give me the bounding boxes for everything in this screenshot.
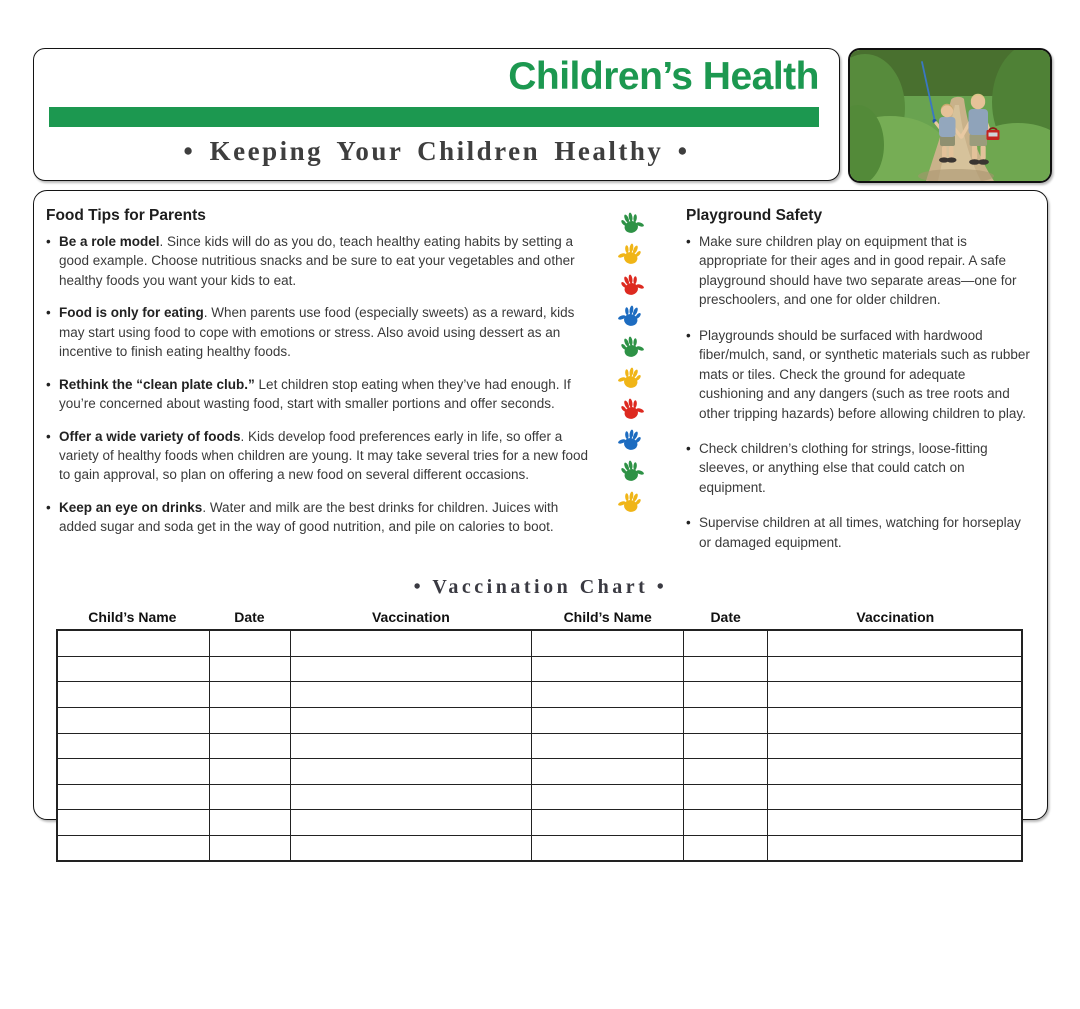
- food-tips-list: [46, 232, 598, 537]
- playground-safety-item: • Check children’s clothing for strings, loose-fitting sleeves, or anything else that could catch on equipment.: [686, 439, 1031, 497]
- vaccination-cell[interactable]: [291, 656, 532, 682]
- playground-safety-item: • Supervise children at all times, watching for horseplay or damaged equipment.: [686, 513, 1031, 552]
- vaccination-cell[interactable]: [209, 759, 290, 785]
- vaccination-cell[interactable]: [57, 810, 209, 836]
- vaccination-cell[interactable]: [57, 784, 209, 810]
- vaccination-cell[interactable]: [532, 630, 684, 656]
- playground-safety-item: • Playgrounds should be surfaced with hardwood fiber/mulch, sand, or synthetic materials such as rubber mats or tiles. Check the ground for adequate cushioning and any dangers (such as tree roots and other tripping hazards) before allowing children to play.: [686, 326, 1031, 423]
- vaccination-cell[interactable]: [209, 630, 290, 656]
- vaccination-cell[interactable]: [291, 835, 532, 861]
- vaccination-table-area: [56, 609, 1023, 862]
- vaccination-cell[interactable]: [209, 835, 290, 861]
- vaccination-cell[interactable]: [767, 733, 1022, 759]
- table-row: [57, 810, 1022, 836]
- vaccination-cell[interactable]: [291, 810, 532, 836]
- vaccination-cell[interactable]: [209, 656, 290, 682]
- content-panel: [33, 190, 1048, 820]
- vaccination-cell[interactable]: [57, 733, 209, 759]
- vaccination-cell[interactable]: [532, 707, 684, 733]
- handprints-column: [598, 207, 664, 568]
- handprint-yellow-icon: [613, 485, 648, 519]
- vaccination-cell[interactable]: [209, 784, 290, 810]
- vaccination-chart-title: • Vaccination Chart •: [413, 576, 668, 599]
- vaccination-cell[interactable]: [57, 707, 209, 733]
- vaccination-cell[interactable]: [683, 784, 767, 810]
- food-tip-item: • Rethink the “clean plate club.” Let children stop eating when they’ve had enough. If you’re concerned about wasting food, start with smaller portions and offer seconds.: [46, 375, 598, 414]
- handprint-blue-icon: [613, 299, 648, 333]
- vaccination-cell[interactable]: [209, 810, 290, 836]
- photo-children-walking: [848, 48, 1052, 183]
- vaccination-cell[interactable]: [291, 682, 532, 708]
- vaccination-cell[interactable]: [57, 630, 209, 656]
- food-tip-item: • Be a role model. Since kids will do as you do, teach healthy eating habits by setting a good example. Choose nutritious snacks and be sure to eat your vegetables and other healthy foods you want your kids to eat.: [46, 232, 598, 290]
- handprint-red-icon: [613, 268, 648, 302]
- table-row: [57, 656, 1022, 682]
- food-tip-item: • Offer a wide variety of foods. Kids develop food preferences early in life, so offer a variety of healthy foods when children are young. It may take several tries for a new food to gain approval, so plan on offering a new food on several different occasions.: [46, 427, 598, 485]
- handprint-yellow-icon: [613, 237, 648, 271]
- vaccination-cell[interactable]: [683, 810, 767, 836]
- vaccination-cell[interactable]: [57, 835, 209, 861]
- handprint-yellow-icon: [613, 361, 648, 395]
- table-row: [57, 784, 1022, 810]
- vaccination-table-headers: [56, 609, 1023, 625]
- vaccination-cell[interactable]: [683, 707, 767, 733]
- vaccination-cell[interactable]: [767, 630, 1022, 656]
- vaccination-cell[interactable]: [767, 707, 1022, 733]
- vaccination-cell[interactable]: [532, 656, 684, 682]
- food-tip-item: • Keep an eye on drinks. Water and milk are the best drinks for children. Juices with added sugar and soda get in the way of good nutrition, and pile on calories to boot.: [46, 498, 598, 537]
- vaccination-cell[interactable]: [683, 682, 767, 708]
- food-tips-heading: Food Tips for Parents: [46, 207, 206, 224]
- page-title: Children’s Health: [508, 55, 819, 98]
- vaccination-cell[interactable]: [291, 733, 532, 759]
- playground-safety-heading: Playground Safety: [686, 207, 823, 224]
- children-photo-illustration: [850, 50, 1050, 181]
- vaccination-cell[interactable]: [767, 656, 1022, 682]
- vaccination-cell[interactable]: [767, 682, 1022, 708]
- vaccination-column-header: Date: [710, 609, 741, 626]
- vaccination-column-header: Date: [234, 609, 265, 626]
- food-tip-item: • Food is only for eating. When parents use food (especially sweets) as a reward, kids may start using food to cope with emotions or stress. Also avoid using dessert as an incentive to finish eating healthy foods.: [46, 303, 598, 361]
- handprint-green-icon: [613, 454, 648, 488]
- vaccination-cell[interactable]: [291, 707, 532, 733]
- vaccination-cell[interactable]: [683, 656, 767, 682]
- handprint-green-icon: [613, 206, 648, 240]
- two-column-area: [34, 207, 1047, 568]
- vaccination-cell[interactable]: [532, 784, 684, 810]
- handprint-red-icon: [613, 392, 648, 426]
- vaccination-column-header: Child’s Name: [88, 609, 177, 626]
- table-row: [57, 759, 1022, 785]
- handprint-green-icon: [613, 330, 648, 364]
- table-row: [57, 835, 1022, 861]
- vaccination-cell[interactable]: [532, 835, 684, 861]
- vaccination-cell[interactable]: [532, 733, 684, 759]
- table-row: [57, 682, 1022, 708]
- vaccination-cell[interactable]: [209, 682, 290, 708]
- vaccination-cell[interactable]: [767, 835, 1022, 861]
- vaccination-cell[interactable]: [57, 759, 209, 785]
- vaccination-cell[interactable]: [291, 784, 532, 810]
- vaccination-cell[interactable]: [767, 810, 1022, 836]
- vaccination-cell[interactable]: [209, 733, 290, 759]
- vaccination-cell[interactable]: [57, 656, 209, 682]
- playground-safety-item: • Make sure children play on equipment that is appropriate for their ages and in good repair. A safe playground should have two separate areas—one for preschoolers, and one for older children.: [686, 232, 1031, 310]
- table-row: [57, 707, 1022, 733]
- vaccination-column-header: Child’s Name: [563, 609, 652, 626]
- vaccination-table: [56, 629, 1023, 862]
- section-food-tips: [46, 207, 598, 568]
- vaccination-cell[interactable]: [57, 682, 209, 708]
- playground-safety-list: [686, 232, 1031, 552]
- handprint-blue-icon: [613, 423, 648, 457]
- vaccination-cell[interactable]: [209, 707, 290, 733]
- table-row: [57, 630, 1022, 656]
- vaccination-cell[interactable]: [767, 784, 1022, 810]
- vaccination-column-header: Vaccination: [856, 609, 935, 626]
- vaccination-cell[interactable]: [532, 682, 684, 708]
- page-subtitle: • Keeping Your Children Healthy •: [183, 136, 690, 166]
- vaccination-cell[interactable]: [532, 759, 684, 785]
- vaccination-cell[interactable]: [683, 630, 767, 656]
- vaccination-cell[interactable]: [683, 759, 767, 785]
- vaccination-cell[interactable]: [683, 835, 767, 861]
- table-row: [57, 733, 1022, 759]
- vaccination-cell[interactable]: [683, 733, 767, 759]
- section-playground-safety: [664, 207, 1033, 568]
- vaccination-cell[interactable]: [532, 810, 684, 836]
- header-banner: [33, 48, 840, 181]
- vaccination-cell[interactable]: [291, 759, 532, 785]
- vaccination-cell[interactable]: [291, 630, 532, 656]
- title-underline-bar: [49, 107, 819, 127]
- vaccination-cell[interactable]: [767, 759, 1022, 785]
- vaccination-column-header: Vaccination: [371, 609, 450, 626]
